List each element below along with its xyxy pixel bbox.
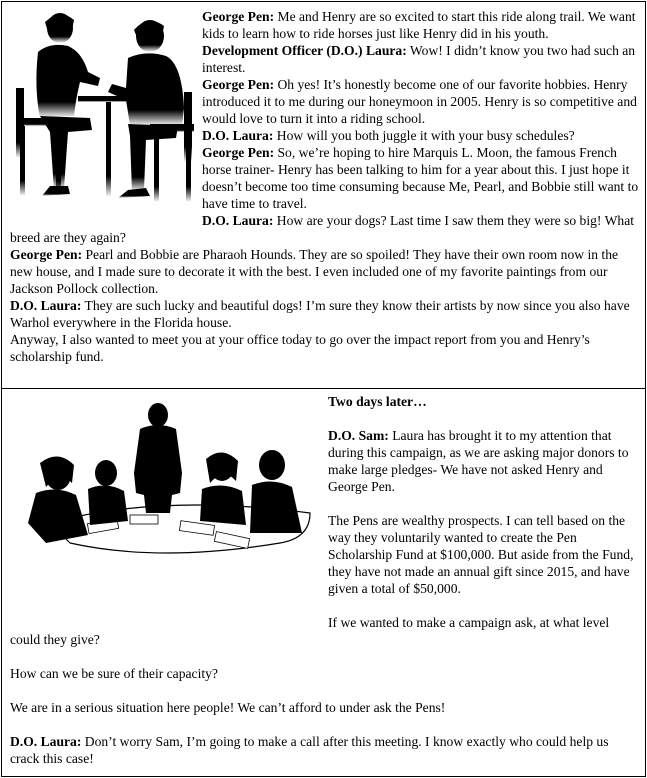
dialogue-panel-2	[2, 389, 645, 776]
dialogue-panel-1	[2, 2, 645, 389]
spacer	[10, 648, 639, 665]
speaker: George Pen:	[202, 9, 275, 24]
line-text: They are such lucky and beautiful dogs! I’m sure they know their artists by now since you also have Warhol everywhere in the Florida house.	[10, 298, 630, 330]
speaker: George Pen:	[202, 145, 275, 160]
line-text: Don’t worry Sam, I’m going to make a call after this meeting. I know exactly who could help us crack this case!	[10, 734, 609, 766]
speaker: D.O. Laura:	[10, 734, 82, 749]
line-text: So, we’re hoping to hire Marquis L. Moon, the famous French horse trainer- Henry has been talking to him for a year about this. I just hope it doesn’t become too time consuming because Me, Pearl, and Bobbie still want to have time to travel.	[202, 145, 639, 211]
speaker: George Pen:	[202, 77, 275, 92]
panel-1-text	[10, 8, 639, 365]
two-people-talking-silhouette	[10, 8, 202, 213]
line-text: How will you both juggle it with your busy schedules?	[273, 128, 575, 143]
speaker: Development Officer (D.O.) Laura:	[202, 43, 407, 58]
line-text: Pearl and Bobbie are Pharaoh Hounds. They are so spoiled! They have their own room now in the new house, and I made sure to decorate it with the best. I even included one of my favorite paintings from our Jackson Pollock collection.	[10, 247, 619, 296]
line-text: Anyway, I also wanted to meet you at your office today to go over the impact report from you and Henry’s scholarship fund.	[10, 332, 590, 364]
paragraph-3: If we wanted to make a campaign ask, at what level could they give?	[10, 615, 610, 647]
line-text: Wow! I didn’t know you two had such an interest.	[202, 43, 636, 75]
document-frame	[1, 1, 646, 777]
line-text: Oh yes! It’s honestly become one of our favorite hobbies. Henry introduced it to me during our honeymoon in 2005. Henry is so competitive and would love to turn it into a riding school.	[202, 77, 637, 126]
spacer	[10, 682, 639, 699]
paragraph-5: We are in a serious situation here people! We can’t afford to under ask the Pens!	[10, 700, 446, 715]
speaker: George Pen:	[10, 247, 83, 262]
paragraph-4: How can we be sure of their capacity?	[10, 666, 218, 681]
spacer	[10, 716, 639, 733]
laura-line	[10, 733, 639, 767]
line-text: How are your dogs? Last time I saw them they were so big! What breed are they again?	[10, 213, 635, 245]
line-8	[10, 297, 639, 331]
line-7	[10, 246, 639, 297]
line-text: Laura has brought it to my attention that during this campaign, as we are asking major donors to make large pledges- We have not asked Henry and George Pen.	[328, 428, 629, 494]
line-text: Me and Henry are so excited to start this ride along trail. We want kids to learn how to ride horses just like Henry did in his youth.	[202, 9, 636, 41]
speaker: D.O. Laura:	[10, 298, 82, 313]
paragraph-2: The Pens are wealthy prospects. I can tell based on the way they voluntarily wanted to create the Pen Scholarship Fund at $100,000. But aside from the Fund, they have not made an annual gift since 2015, and have given a total of $50,000.	[328, 513, 634, 596]
speaker: D.O. Laura:	[202, 213, 274, 228]
panel-2-text	[10, 393, 639, 767]
line-9	[10, 331, 639, 365]
speaker: D.O. Sam:	[328, 428, 389, 443]
meeting-silhouette	[10, 393, 328, 623]
speaker: D.O. Laura:	[202, 128, 274, 143]
heading-text: Two days later…	[328, 394, 427, 409]
line-6	[10, 212, 639, 246]
